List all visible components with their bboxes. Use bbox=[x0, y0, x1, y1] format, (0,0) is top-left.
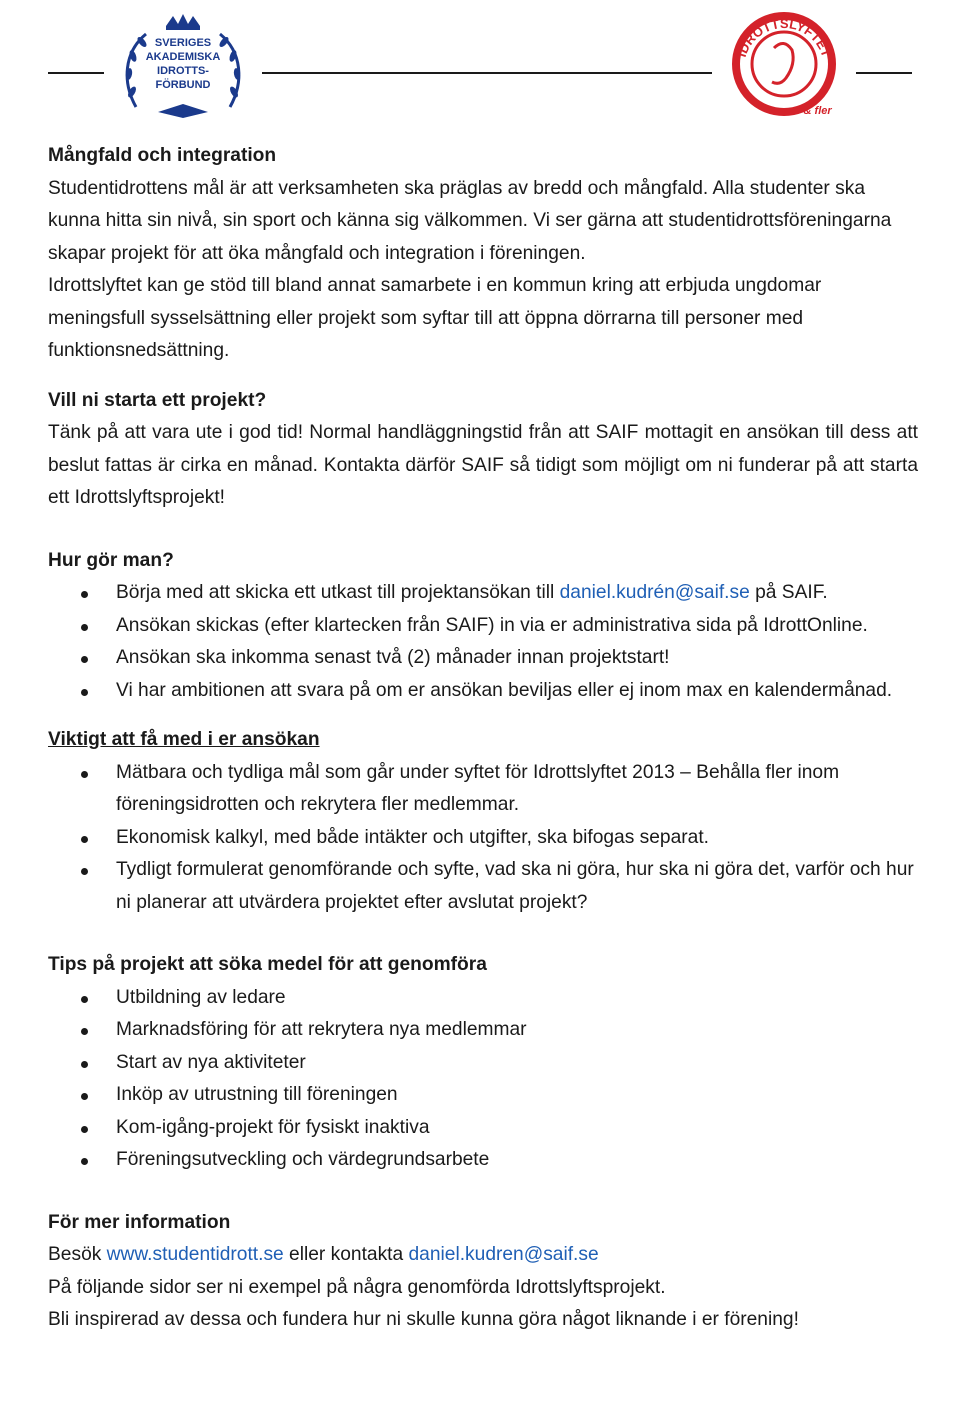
saif-logo bbox=[118, 12, 248, 122]
list-item: Mätbara och tydliga mål som går under syftet för Idrottslyftet 2013 – Behålla fler inom föreningsidrotten och rekrytera fler medlemmar. bbox=[48, 757, 918, 822]
more-info-line-3: Bli inspirerad av dessa och fundera hur ni skulle kunna göra något liknande i er förening! bbox=[48, 1309, 799, 1330]
idrottslyftet-logo bbox=[724, 8, 844, 120]
start-project-paragraph: Tänk på att vara ute i god tid! Normal handläggningstid från att SAIF mottagit en ansökan till dess att beslut fattas är cirka en månad. Kontakta därför SAIF så tidigt som möjligt om ni funderar på att starta ett Idrottslyftsprojekt! bbox=[48, 422, 918, 508]
more-info-line-2: På följande sidor ser ni exempel på några genomförda Idrottslyftsprojekt. bbox=[48, 1276, 666, 1298]
section-heading-start-project: Vill ni starta ett projekt? bbox=[48, 389, 267, 411]
how-to-item: Vi har ambitionen att svara på om er ansökan beviljas eller ej inom max en kalendermånad. bbox=[48, 675, 918, 708]
saif-logo-text-4: FÖRBUND bbox=[155, 79, 211, 91]
list-item: Marknadsföring för att rekrytera nya medlemmar bbox=[48, 1014, 918, 1047]
website-link[interactable]: www.studentidrott.se bbox=[106, 1244, 284, 1265]
how-to-list bbox=[48, 577, 918, 707]
how-to-item-text: på SAIF. bbox=[749, 582, 828, 603]
section-heading-how-to: Hur gör man? bbox=[48, 549, 174, 571]
list-item: Inköp av utrustning till föreningen bbox=[48, 1079, 918, 1112]
tips-list bbox=[48, 982, 918, 1177]
important-list bbox=[48, 757, 918, 920]
idrottslyftet-tagline: mer & fler bbox=[780, 105, 832, 117]
header-rule-right bbox=[856, 72, 912, 74]
contact-email-link[interactable]: daniel.kudrén@saif.se bbox=[559, 582, 750, 603]
contact-email-link[interactable]: daniel.kudren@saif.se bbox=[408, 1244, 599, 1265]
saif-logo-text-2: AKADEMISKA bbox=[145, 51, 221, 63]
more-info-text: Besök bbox=[48, 1244, 107, 1265]
page-header bbox=[0, 0, 960, 130]
section-heading-important: Viktigt att få med i er ansökan bbox=[48, 729, 320, 750]
list-item: Kom-igång-projekt för fysiskt inaktiva bbox=[48, 1112, 918, 1145]
more-info-text: eller kontakta bbox=[283, 1244, 409, 1265]
saif-logo-text-1: SVERIGES bbox=[154, 37, 212, 49]
list-item: Föreningsutveckling och värdegrundsarbete bbox=[48, 1144, 918, 1177]
how-to-item-text: Börja med att skicka ett utkast till projektansökan till bbox=[116, 582, 560, 603]
list-item: Ekonomisk kalkyl, med både intäkter och utgifter, ska bifogas separat. bbox=[48, 822, 918, 855]
more-info-line-1 bbox=[48, 1239, 918, 1272]
header-rule-left bbox=[48, 72, 104, 74]
header-rule-middle bbox=[262, 72, 712, 74]
section-heading-more-info: För mer information bbox=[48, 1211, 231, 1233]
how-to-item bbox=[48, 577, 918, 610]
idrottslyftet-logo-text: IDROTTSLYFTET bbox=[733, 15, 835, 59]
list-item: Start av nya aktiviteter bbox=[48, 1047, 918, 1080]
diversity-paragraph-1: Studentidrottens mål är att verksamheten ska präglas av bredd och mångfald. Alla studenter ska kunna hitta sin nivå, sin sport och känna sig välkommen. Vi ser gärna att studentidrottsföreningarna skapar projekt för att öka mångfald och integration i föreningen. bbox=[48, 177, 892, 264]
section-heading-tips: Tips på projekt att söka medel för att genomföra bbox=[48, 954, 487, 975]
list-item: Tydligt formulerat genomförande och syfte, vad ska ni göra, hur ska ni göra det, varför och hur ni planerar att utvärdera projektet efter avslutat projekt? bbox=[48, 854, 918, 919]
list-item: Utbildning av ledare bbox=[48, 982, 918, 1015]
section-heading-diversity: Mångfald och integration bbox=[48, 145, 277, 166]
saif-logo-text-3: IDROTTS- bbox=[157, 65, 209, 77]
how-to-item: Ansökan ska inkomma senast två (2) månader innan projektstart! bbox=[48, 642, 918, 675]
how-to-item: Ansökan skickas (efter klartecken från SAIF) in via er administrativa sida på IdrottOnline. bbox=[48, 610, 918, 643]
diversity-paragraph-2: Idrottslyftet kan ge stöd till bland annat samarbete i en kommun kring att erbjuda ungdomar meningsfull sysselsättning eller projekt som syftar till att öppna dörrarna till personer med funktionsnedsättning. bbox=[48, 275, 822, 361]
document-body bbox=[48, 140, 918, 1337]
